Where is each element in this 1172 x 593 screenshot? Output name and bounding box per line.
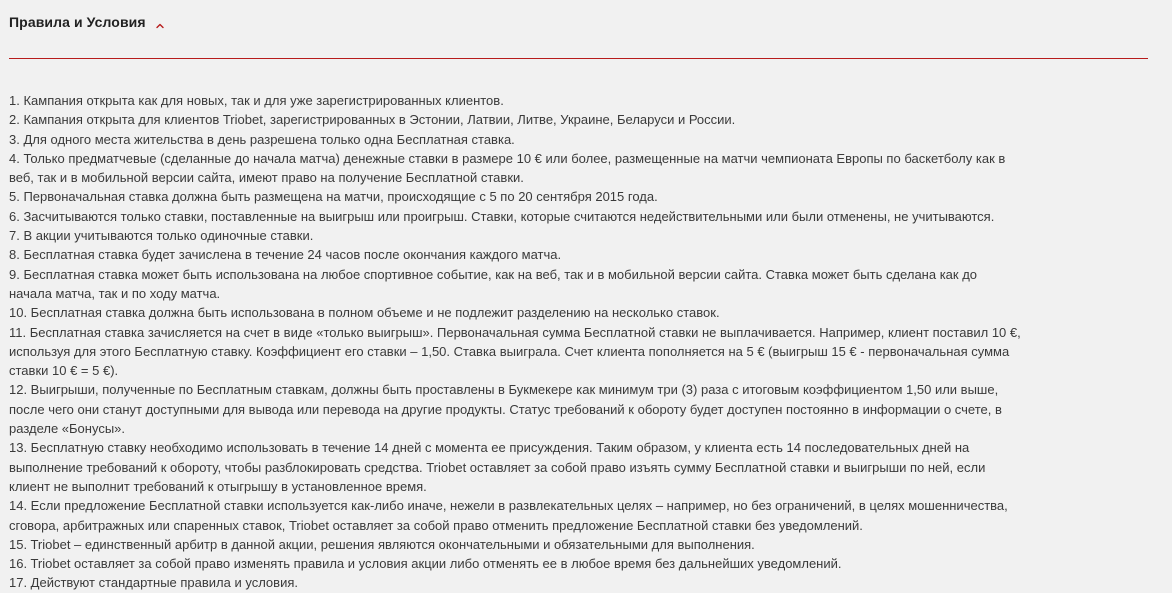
rule-item: 10. Бесплатная ставка должна быть использована в полном объеме и не подлежит разделению на несколько ставок. <box>9 305 720 321</box>
rule-item: 15. Triobet – единственный арбитр в данной акции, решения являются окончательными и обязательными для выполнения. <box>9 536 755 552</box>
rule-item: 16. Triobet оставляет за собой право изменять правила и условия акции либо отменять ее в любое время без дальнейших уведомлений. <box>9 556 842 572</box>
rule-item: 12. Выигрыши, полученные по Бесплатным ставкам, должны быть проставлены в Букмекере как минимум три (3) раза с итоговым коэффициентом 1,50 или выше, после чего они станут доступными для вывода или перевода на другие продукты. Статус требований к обороту будет доступен постоянно в информации о счете, в разделе «Бонусы». <box>9 382 1002 437</box>
rule-item: 2. Кампания открыта для клиентов Triobet, зарегистрированных в Эстонии, Латвии, Литве, Украине, Беларуси и России. <box>9 112 736 128</box>
rule-item: 13. Бесплатную ставку необходимо использовать в течение 14 дней с момента ее присуждения. Таким образом, у клиента есть 14 последовательных дней на выполнение требований к обороту, чтобы разблокировать средства. Triobet оставляет за собой право изъять сумму Бесплатной ставки и выигрыши по ней, если клиент не выполнит требований к отыгрышу в установленное время. <box>9 440 986 494</box>
rule-item: 7. В акции учитываются только одиночные ставки. <box>9 228 314 244</box>
rule-item: 9. Бесплатная ставка может быть использована на любое спортивное событие, как на веб, так и в мобильной версии сайта. Ставка может быть сделана как до начала матча, так и по ходу матча. <box>9 266 978 301</box>
rule-item: 4. Только предматчевые (сделанные до начала матча) денежные ставки в размере 10 € или более, размещенные на матчи чемпионата Европы по баскетболу как в веб, так и в мобильной версии сайта, имеют право на получение Бесплатной ставки. <box>9 150 1006 186</box>
rule-item: 3. Для одного места жительства в день разрешена только одна Бесплатная ставка. <box>9 131 515 147</box>
rule-item: 14. Если предложение Бесплатной ставки используется как-либо иначе, нежели в развлекательных целях – например, но без ограничений, в целях мошенничества, сговора, арбитражных или спаренных ставок, Triobet оставляет за собой право отменить предложение Бесплатной ставки без уведомлений. <box>9 498 1008 533</box>
chevron-up-icon[interactable] <box>155 18 165 28</box>
rule-item: 6. Засчитываются только ставки, поставленные на выигрыш или проигрыш. Ставки, которые считаются недействительными или были отменены, не учитываются. <box>9 208 995 224</box>
terms-header[interactable] <box>9 12 165 32</box>
header-divider <box>9 58 1148 59</box>
rule-item: 1. Кампания открыта как для новых, так и для уже зарегистрированных клиентов. <box>9 93 504 108</box>
rule-item: 5. Первоначальная ставка должна быть размещена на матчи, происходящие с 5 по 20 сентября 2015 года. <box>9 189 658 205</box>
terms-title: Правила и Условия <box>9 14 146 30</box>
rule-item: 11. Бесплатная ставка зачисляется на счет в виде «только выигрыш». Первоначальная сумма Бесплатной ставки не выплачивается. Например, клиент поставил 10 €, используя для этого Бесплатную ставку. Коэффициент его ставки – 1,50. Ставка выиграла. Счет клиента пополняется на 5 € (выигрыш 15 € - первоначальная сумма ставки 10 € = 5 €). <box>9 324 1021 379</box>
rule-item: 8. Бесплатная ставка будет зачислена в течение 24 часов после окончания каждого матча. <box>9 247 562 263</box>
rule-item: 17. Действуют стандартные правила и условия. <box>9 575 298 591</box>
rules-list <box>9 91 1169 593</box>
